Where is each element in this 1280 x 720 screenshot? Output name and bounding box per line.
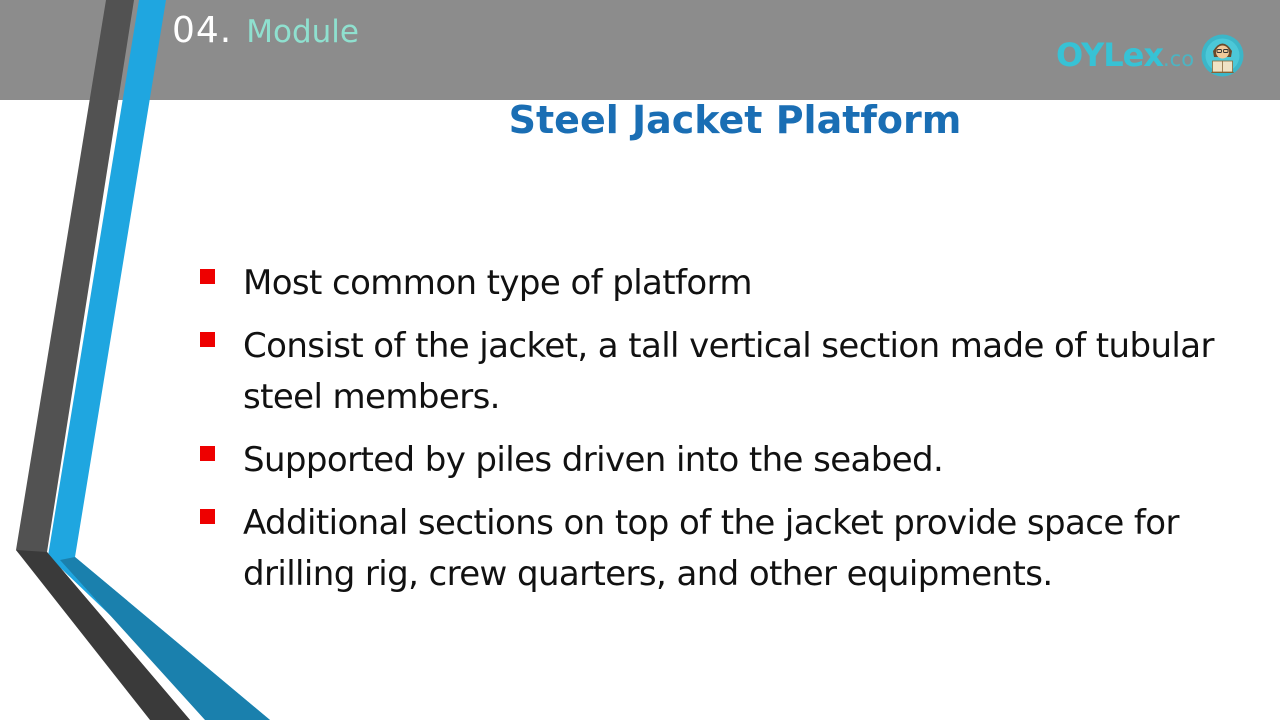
bullet-text: Consist of the jacket, a tall vertical section made of tubular steel members. bbox=[243, 326, 1214, 417]
section-label bbox=[172, 10, 359, 60]
logo-wordmark bbox=[1056, 36, 1194, 74]
bullet-item bbox=[200, 258, 1270, 309]
section-number: 04. bbox=[172, 10, 233, 51]
bullet-square-icon bbox=[200, 446, 215, 461]
section-name: Module bbox=[246, 14, 359, 50]
bullet-text: Most common type of platform bbox=[243, 263, 752, 303]
bullet-text: Supported by piles driven into the seabed. bbox=[243, 440, 944, 480]
slide-title: Steel Jacket Platform bbox=[508, 98, 962, 142]
reader-avatar-icon bbox=[1200, 33, 1245, 78]
bullet-list bbox=[200, 258, 1270, 612]
bullet-square-icon bbox=[200, 269, 215, 284]
bullet-square-icon bbox=[200, 332, 215, 347]
logo-tld: .co bbox=[1162, 47, 1195, 71]
logo-name: OYLex bbox=[1056, 36, 1163, 74]
brand-logo bbox=[1054, 30, 1254, 86]
bullet-square-icon bbox=[200, 509, 215, 524]
bullet-item bbox=[200, 435, 1270, 486]
bullet-text: Additional sections on top of the jacket provide space for drilling rig, crew quarters, and other equipments. bbox=[243, 503, 1179, 594]
bullet-item bbox=[200, 498, 1270, 600]
bullet-item bbox=[200, 321, 1270, 423]
